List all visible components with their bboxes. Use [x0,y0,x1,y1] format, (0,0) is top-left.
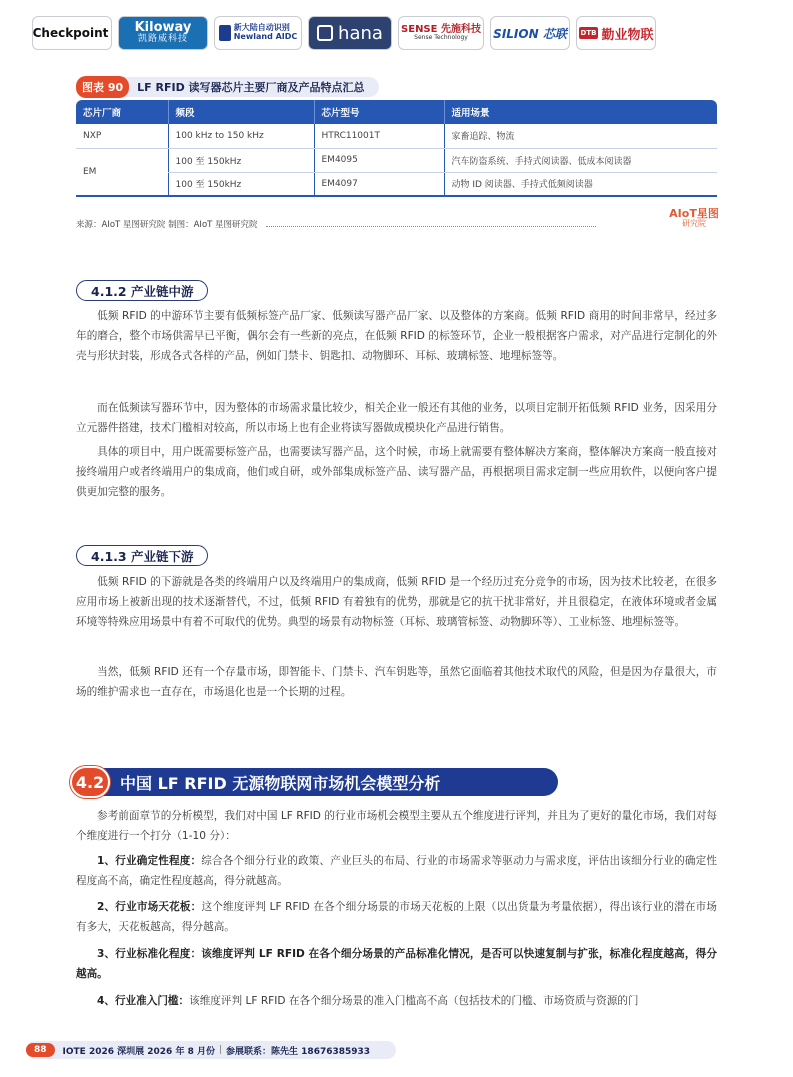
cell-band: 100 至 150kHz [168,172,314,196]
silion-logo: SILION 芯联 [490,16,570,50]
page-footer: 88 IOTE 2026 深圳展 2026 年 8 月份 | 参展联系：陈先生 18676385933 [26,1041,396,1059]
section-title-4-1-3: 4.1.3 产业链下游 [76,545,208,566]
list-item: 4、行业准入门槛：该维度评判 LF RFID 在各个细分场景的准入门槛高不高（包括技术的门槛、市场资质与资源的门 [97,995,639,1007]
table-row [76,172,717,196]
section-number: 4.2 [70,766,110,798]
cell-vendor: NXP [76,124,168,148]
header-band: 频段 [168,100,314,124]
cell-band: 100 kHz to 150 kHz [168,124,314,148]
aiot-brand-logo: AIoT星图 研究院 [669,207,719,229]
header-model: 芯片型号 [314,100,444,124]
section-banner-4-2 [70,766,490,798]
cell-scene: 动物 ID 阅读器、手持式低频阅读器 [444,172,717,196]
sponsor-logo-strip [32,16,672,52]
cell-model: EM4097 [314,172,444,196]
figure-tag: 图表 90 [76,76,129,98]
paragraph: 低频 RFID 的下游就是各类的终端用户以及终端用户的集成商，低频 RFID 是一个经历过充分竞争的市场，因为技术比较老，在很多应用市场上被新出现的技术逐渐替代，不过，低频 RFID 有着独有的优势，那就是它的抗干扰非常好，并且很稳定，在液体环境或者金属环境等特殊应用场景中有着不可取代的优势。典型的场景有动物标签（耳标、玻璃管标签、动物脚环等）、工业标签、地埋标签等。 [76,576,717,628]
list-item: 3、行业标准化程度：该维度评判 LF RFID 在各个细分场景的产品标准化情况，是否可以快速复制与扩张，标准化程度越高，得分越高。 [76,948,717,980]
chip-vendor-table [76,100,717,197]
kiloway-logo: Kiloway 凯路威科技 [118,16,208,50]
list-item: 1、行业确定性程度：综合各个细分行业的政策、产业巨头的布局、行业的市场需求等驱动力与需求度，评估出该细分行业的确定性程度高不高，确定性程度越高，得分就越高。 [76,855,718,887]
paragraph: 当然，低频 RFID 还有一个存量市场，即智能卡、门禁卡、汽车钥匙等，虽然它面临着其他技术取代的风险，但是因为存量很大，市场的维护需求也一直存在，市场退化也是一个长期的过程。 [76,666,717,698]
newland-logo: 新大陆自动识别 Newland AIDC [214,16,302,50]
footer-contact: 参展联系：陈先生 18676385933 [226,1046,371,1057]
header-scene: 适用场景 [444,100,717,124]
table-caption [76,77,379,97]
table-row [76,148,717,172]
paragraph: 参考前面章节的分析模型，我们对中国 LF RFID 的行业市场机会模型主要从五个维度进行评判，并且为了更好的量化市场，我们对每个维度进行一个打分（1-10 分）： [76,810,717,842]
sense-logo: SENSE 先施科技 Sense Technology [398,16,484,50]
cell-model: EM4095 [314,148,444,172]
footer-event: IOTE 2026 深圳展 2026 年 8 月份 [62,1046,215,1057]
page-number: 88 [26,1043,55,1057]
cell-scene: 汽车防盗系统、手持式阅读器、低成本阅读器 [444,148,717,172]
paragraph: 而在低频读写器环节中，因为整体的市场需求量比较少，相关企业一般还有其他的业务，以项目定制开拓低频 RFID 业务，因采用分立元器件搭建，技术门槛相对较高，所以市场上也有企业将读写器做成模块化产品进行销售。 [76,402,717,434]
list-item: 2、行业市场天花板：这个维度评判 LF RFID 在各个细分场景的市场天花板的上限（以出货量为考量依据），得出该行业的潜在市场有多大，天花板越高，得分越高。 [76,901,717,933]
header-vendor: 芯片厂商 [76,100,168,124]
cell-scene: 家畜追踪、物流 [444,124,717,148]
paragraph: 低频 RFID 的中游环节主要有低频标签产品厂家、低频读写器产品厂家、以及整体的方案商。低频 RFID 商用的时间非常早，经过多年的磨合，整个市场供需早已平衡，偶尔会有一些新的亮点，在低频 RFID 的标签环节，企业一般根据客户需求，对产品进行定制化的外壳与形状封装，形成各式各样的产品，例如门禁卡、钥匙扣、动物脚环、耳标、玻璃标签、地埋标签等。 [76,310,717,362]
cell-band: 100 至 150kHz [168,148,314,172]
table-row [76,124,717,148]
paragraph: 具体的项目中，用户既需要标签产品，也需要读写器产品，这个时候，市场上就需要有整体解决方案商，整体解决方案商一般直接对接终端用户或者终端用户的集成商，他们或自研，或外部集成标签产品、读写器产品，再根据项目需求定制一些应用软件，以便向客户提供更加完整的服务。 [76,446,717,498]
table-header-row [76,100,717,124]
cell-model: HTRC11001T [314,124,444,148]
section-title-4-1-2: 4.1.2 产业链中游 [76,280,208,301]
dtb-logo: DTB 勤业物联 [576,16,656,50]
hana-logo: hana [308,16,392,50]
section-title-4-2: 中国 LF RFID 无源物联网市场机会模型分析 [94,768,558,796]
cell-vendor: EM [76,148,168,196]
checkpoint-logo: Checkpoint [32,16,112,50]
table-title: LF RFID 读写器芯片主要厂商及产品特点汇总 [137,81,365,94]
table-source: 来源：AIoT 星图研究院 制图：AIoT 星图研究院 [76,218,596,230]
